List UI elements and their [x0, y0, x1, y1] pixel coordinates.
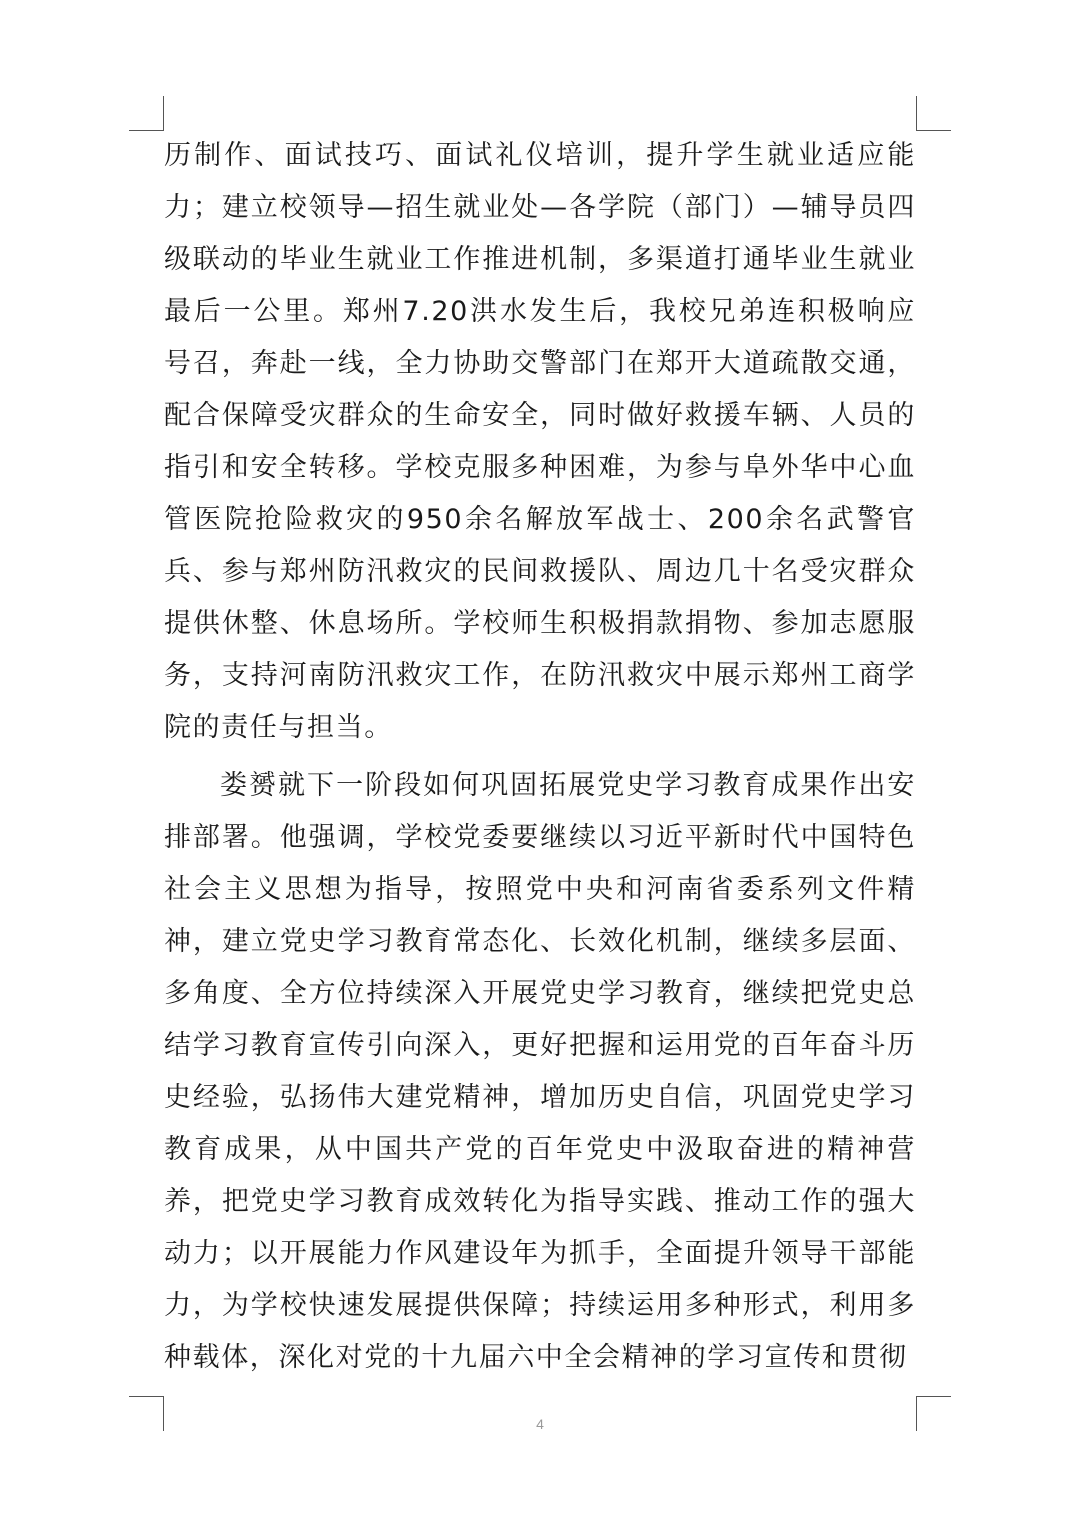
crop-mark-top-right [916, 96, 951, 131]
page-number: 4 [536, 1416, 544, 1432]
paragraph-2: 娄赟就下一阶段如何巩固拓展党史学习教育成果作出安排部署。他强调，学校党委要继续以习近平新时代中国特色社会主义思想为指导，按照党中央和河南省委系列文件精神，建立党史学习教育常态化、长效化机制，继续多层面、多角度、全方位持续深入开展党史学习教育，继续把党史总结学习教育宣传引向深入，更好把握和运用党的百年奋斗历史经验，弘扬伟大建党精神，增加历史自信，巩固党史学习教育成果，从中国共产党的百年党史中汲取奋进的精神营养，把党史学习教育成效转化为指导实践、推动工作的强大动力；以开展能力作风建设年为抓手，全面提升领导干部能力，为学校快速发展提供保障；持续运用多种形式，利用多种载体，深化对党的十九届六中全会精神的学习宣传和贯彻 [164, 770, 916, 1373]
paragraph-1: 历制作、面试技巧、面试礼仪培训，提升学生就业适应能力；建立校领导—招生就业处—各学院（部门）—辅导员四级联动的毕业生就业工作推进机制，多渠道打通毕业生就业最后一公里。郑州7.20洪水发生后，我校兄弟连积极响应号召，奔赴一线，全力协助交警部门在郑开大道疏散交通，配合保障受灾群众的生命安全，同时做好救援车辆、人员的指引和安全转移。学校克服多种困难，为参与阜外华中心血管医院抢险救灾的950余名解放军战士、200余名武警官兵、参与郑州防汛救灾的民间救援队、周边几十名受灾群众提供休整、休息场所。学校师生积极捐款捐物、参加志愿服务，支持河南防汛救灾工作，在防汛救灾中展示郑州工商学院的责任与担当。 [164, 140, 916, 743]
crop-mark-top-left [129, 96, 164, 131]
document-body [164, 130, 916, 1384]
